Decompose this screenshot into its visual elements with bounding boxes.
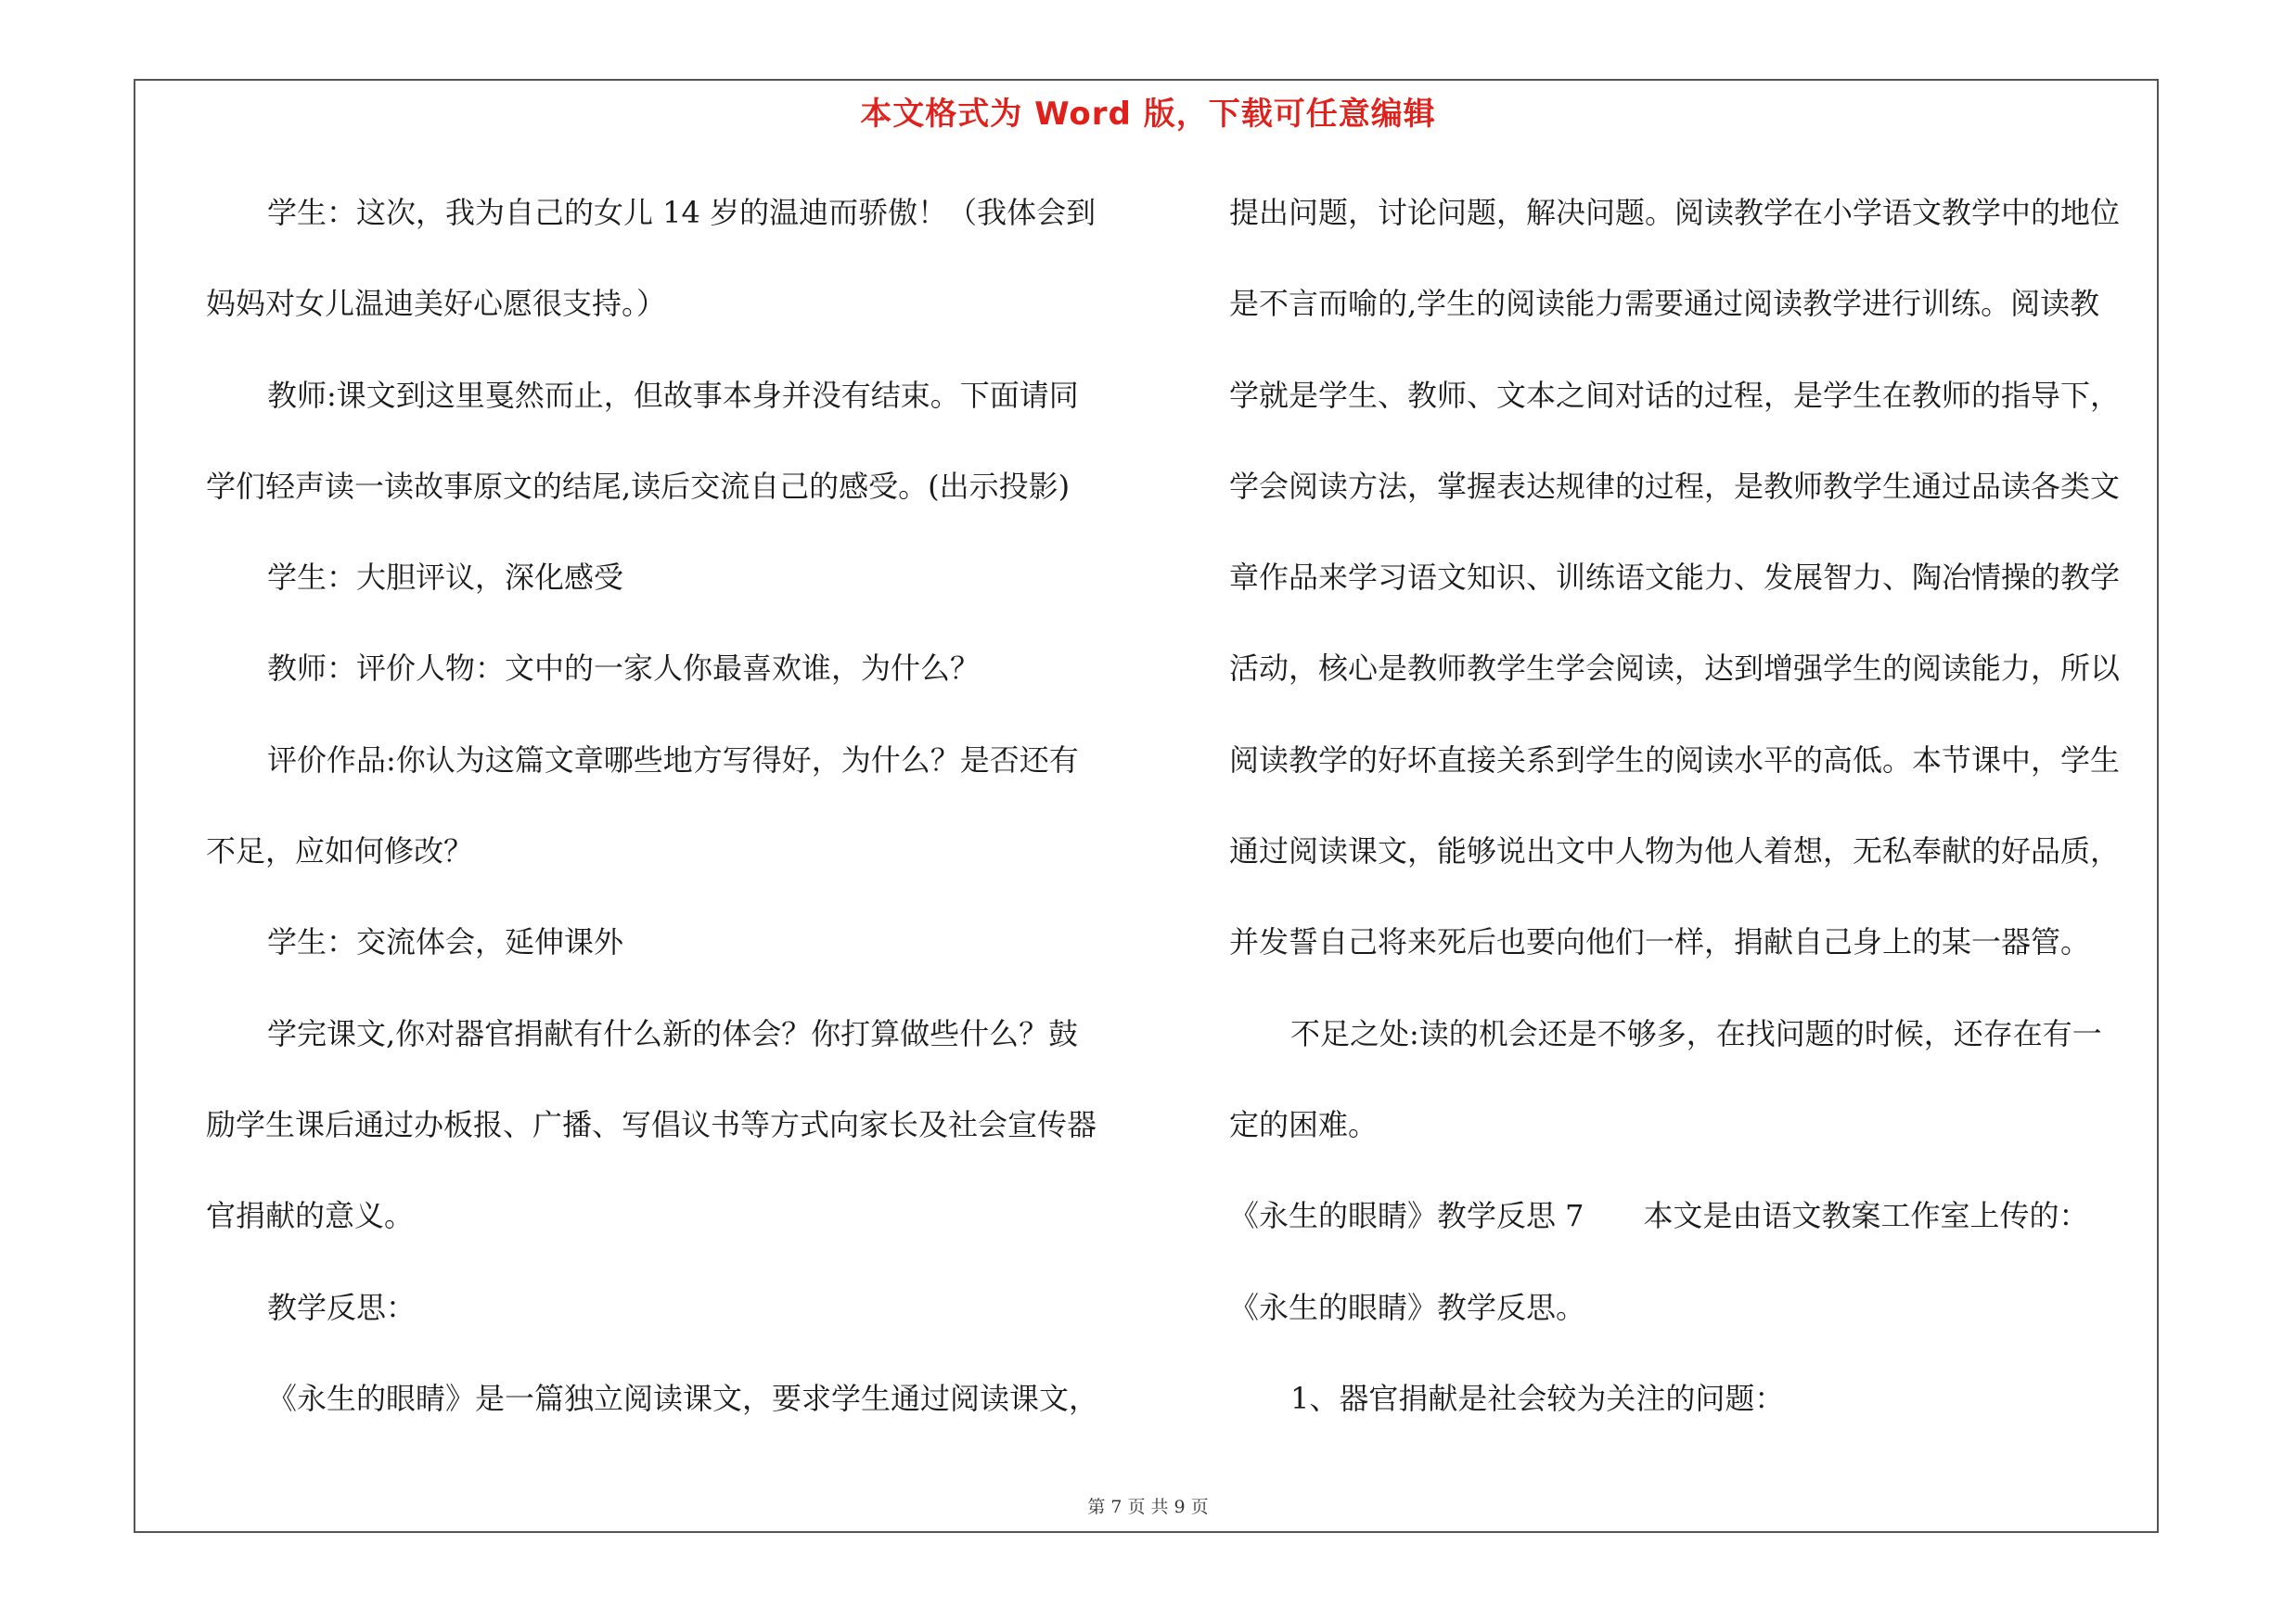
right-column <box>1229 167 2157 1444</box>
paragraph-line: 活动，核心是教师教学生学会阅读，达到增强学生的阅读能力，所以 <box>1229 650 2121 687</box>
paragraph-line: 学完课文,你对器官捐献有什么新的体会？你打算做些什么？鼓 <box>267 1015 1079 1051</box>
paragraph-line: 教师:课文到这里戛然而止，但故事本身并没有结束。下面请同 <box>267 377 1079 413</box>
paragraph-line: 教师：评价人物：文中的一家人你最喜欢谁，为什么？ <box>267 650 981 687</box>
paragraph-line: 不足之处:读的机会还是不够多，在找问题的时候，还存在有一 <box>1290 1015 2102 1051</box>
header-banner: 本文格式为 Word 版，下载可任意编辑 <box>860 96 1436 133</box>
paragraph-line: 章作品来学习语文知识、训练语文能力、发展智力、陶冶情操的教学 <box>1229 560 2121 596</box>
paragraph-line: 学生：交流体会，延伸课外 <box>267 924 624 960</box>
paragraph-line: 学们轻声读一读故事原文的结尾,读后交流自己的感受。(出示投影) <box>206 468 1071 504</box>
paragraph-line: 通过阅读课文，能够说出文中人物为他人着想，无私奉献的好品质， <box>1229 833 2121 869</box>
paragraph-line: 是不言而喻的,学生的阅读能力需要通过阅读教学进行训练。阅读教 <box>1229 286 2100 322</box>
paragraph-line: 官捐献的意义。 <box>206 1198 415 1234</box>
paragraph-line: 《永生的眼睛》是一篇独立阅读课文，要求学生通过阅读课文， <box>267 1380 1099 1416</box>
paragraph-line: 提出问题，讨论问题，解决问题。阅读教学在小学语文教学中的地位 <box>1229 195 2121 230</box>
paragraph-line: 励学生课后通过办板报、广播、写倡议书等方式向家长及社会宣传器 <box>206 1106 1097 1142</box>
paragraph-line: 评价作品:你认为这篇文章哪些地方写得好，为什么？是否还有 <box>267 741 1079 778</box>
paragraph-line: 学生：这次，我为自己的女儿 14 岁的温迪而骄傲！（我体会到 <box>267 195 1097 230</box>
paragraph-line: 学生：大胆评议，深化感受 <box>267 560 624 596</box>
paragraph-line: 阅读教学的好坏直接关系到学生的阅读水平的高低。本节课中，学生 <box>1229 741 2121 778</box>
paragraph-line: 学就是学生、教师、文本之间对话的过程，是学生在教师的指导下， <box>1229 377 2121 413</box>
paragraph-line: 妈妈对女儿温迪美好心愿很支持。） <box>206 286 667 322</box>
paragraph-line: 1、器官捐献是社会较为关注的问题： <box>1290 1380 1785 1416</box>
paragraph-line: 教学反思： <box>267 1289 417 1325</box>
paragraph-line: 定的困难。 <box>1229 1106 1379 1142</box>
paragraph-line: 并发誓自己将来死后也要向他们一样，捐献自己身上的某一器管。 <box>1229 924 2091 960</box>
paragraph-line: 不足，应如何修改？ <box>206 833 474 869</box>
paragraph-line: 学会阅读方法，掌握表达规律的过程，是教师教学生通过品读各类文 <box>1229 468 2121 504</box>
paragraph-line: 《永生的眼睛》教学反思。 <box>1229 1289 1586 1325</box>
paragraph-line: 《永生的眼睛》教学反思 7 本文是由语文教案工作室上传的： <box>1229 1198 2089 1234</box>
page-number-footer: 第 7 页 共 9 页 <box>1087 1497 1209 1517</box>
left-column <box>206 167 1134 1444</box>
